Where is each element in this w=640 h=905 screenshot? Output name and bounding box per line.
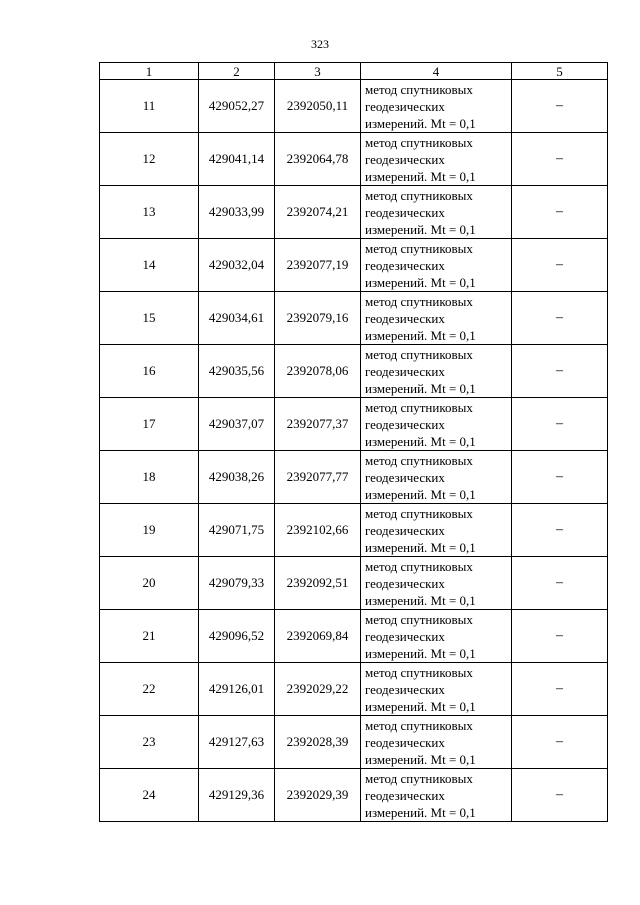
y-coordinate-cell: 2392064,78 <box>275 133 361 186</box>
method-line: геодезических <box>365 98 445 114</box>
method-line: геодезических <box>365 469 445 485</box>
col5-cell: – <box>512 663 608 716</box>
coordinates-table <box>99 62 608 822</box>
col5-cell: – <box>512 239 608 292</box>
method-cell <box>361 292 512 345</box>
method-cell <box>361 398 512 451</box>
method-cell <box>361 80 512 133</box>
method-line: геодезических <box>365 522 445 538</box>
x-coordinate-cell: 429035,56 <box>199 345 275 398</box>
method-line: метод спутниковых <box>365 505 473 521</box>
header-col-1: 1 <box>100 63 199 80</box>
method-line: измерений. Mt = 0,1 <box>365 433 476 449</box>
col5-cell: – <box>512 769 608 822</box>
table-row <box>100 610 608 663</box>
col5-cell: – <box>512 345 608 398</box>
x-coordinate-cell: 429033,99 <box>199 186 275 239</box>
method-line: геодезических <box>365 310 445 326</box>
method-cell <box>361 186 512 239</box>
table-row <box>100 292 608 345</box>
y-coordinate-cell: 2392102,66 <box>275 504 361 557</box>
table-row <box>100 716 608 769</box>
point-number-cell: 13 <box>100 186 199 239</box>
method-cell <box>361 451 512 504</box>
x-coordinate-cell: 429126,01 <box>199 663 275 716</box>
y-coordinate-cell: 2392050,11 <box>275 80 361 133</box>
method-line: метод спутниковых <box>365 346 473 362</box>
y-coordinate-cell: 2392092,51 <box>275 557 361 610</box>
header-col-5: 5 <box>512 63 608 80</box>
point-number-cell: 11 <box>100 80 199 133</box>
table-row <box>100 769 608 822</box>
method-line: геодезических <box>365 151 445 167</box>
x-coordinate-cell: 429034,61 <box>199 292 275 345</box>
method-line: метод спутниковых <box>365 81 473 97</box>
col5-cell: – <box>512 133 608 186</box>
method-line: метод спутниковых <box>365 452 473 468</box>
y-coordinate-cell: 2392077,37 <box>275 398 361 451</box>
method-line: геодезических <box>365 416 445 432</box>
x-coordinate-cell: 429041,14 <box>199 133 275 186</box>
table-row <box>100 504 608 557</box>
point-number-cell: 23 <box>100 716 199 769</box>
header-col-2: 2 <box>199 63 275 80</box>
col5-cell: – <box>512 716 608 769</box>
y-coordinate-cell: 2392079,16 <box>275 292 361 345</box>
point-number-cell: 21 <box>100 610 199 663</box>
method-line: метод спутниковых <box>365 293 473 309</box>
method-line: измерений. Mt = 0,1 <box>365 592 476 608</box>
method-cell <box>361 769 512 822</box>
header-col-4: 4 <box>361 63 512 80</box>
method-line: измерений. Mt = 0,1 <box>365 327 476 343</box>
method-cell <box>361 663 512 716</box>
method-line: геодезических <box>365 363 445 379</box>
point-number-cell: 24 <box>100 769 199 822</box>
table-header-row <box>100 63 608 80</box>
col5-cell: – <box>512 451 608 504</box>
method-line: геодезических <box>365 575 445 591</box>
col5-cell: – <box>512 292 608 345</box>
point-number-cell: 14 <box>100 239 199 292</box>
method-line: измерений. Mt = 0,1 <box>365 380 476 396</box>
method-cell <box>361 133 512 186</box>
x-coordinate-cell: 429079,33 <box>199 557 275 610</box>
method-line: измерений. Mt = 0,1 <box>365 115 476 131</box>
x-coordinate-cell: 429129,36 <box>199 769 275 822</box>
x-coordinate-cell: 429096,52 <box>199 610 275 663</box>
point-number-cell: 18 <box>100 451 199 504</box>
table-row <box>100 557 608 610</box>
table-row <box>100 239 608 292</box>
table-row <box>100 186 608 239</box>
method-line: метод спутниковых <box>365 134 473 150</box>
table-row <box>100 451 608 504</box>
point-number-cell: 19 <box>100 504 199 557</box>
method-line: геодезических <box>365 787 445 803</box>
table-row <box>100 345 608 398</box>
col5-cell: – <box>512 398 608 451</box>
method-cell <box>361 239 512 292</box>
method-line: измерений. Mt = 0,1 <box>365 804 476 820</box>
method-line: измерений. Mt = 0,1 <box>365 645 476 661</box>
x-coordinate-cell: 429032,04 <box>199 239 275 292</box>
method-line: метод спутниковых <box>365 717 473 733</box>
method-line: метод спутниковых <box>365 770 473 786</box>
col5-cell: – <box>512 610 608 663</box>
header-col-3: 3 <box>275 63 361 80</box>
method-line: метод спутниковых <box>365 187 473 203</box>
method-line: геодезических <box>365 204 445 220</box>
method-line: измерений. Mt = 0,1 <box>365 168 476 184</box>
point-number-cell: 22 <box>100 663 199 716</box>
table-row <box>100 80 608 133</box>
table-row <box>100 663 608 716</box>
method-cell <box>361 504 512 557</box>
y-coordinate-cell: 2392078,06 <box>275 345 361 398</box>
method-cell <box>361 716 512 769</box>
method-line: измерений. Mt = 0,1 <box>365 751 476 767</box>
method-line: метод спутниковых <box>365 664 473 680</box>
method-line: геодезических <box>365 681 445 697</box>
page-number: 323 <box>311 37 329 51</box>
method-line: измерений. Mt = 0,1 <box>365 274 476 290</box>
method-line: измерений. Mt = 0,1 <box>365 486 476 502</box>
x-coordinate-cell: 429052,27 <box>199 80 275 133</box>
y-coordinate-cell: 2392077,19 <box>275 239 361 292</box>
table-row <box>100 133 608 186</box>
y-coordinate-cell: 2392028,39 <box>275 716 361 769</box>
method-line: метод спутниковых <box>365 399 473 415</box>
method-line: метод спутниковых <box>365 558 473 574</box>
method-line: измерений. Mt = 0,1 <box>365 539 476 555</box>
method-cell <box>361 610 512 663</box>
method-cell <box>361 557 512 610</box>
col5-cell: – <box>512 80 608 133</box>
x-coordinate-cell: 429037,07 <box>199 398 275 451</box>
method-line: геодезических <box>365 628 445 644</box>
point-number-cell: 16 <box>100 345 199 398</box>
point-number-cell: 12 <box>100 133 199 186</box>
method-line: измерений. Mt = 0,1 <box>365 698 476 714</box>
x-coordinate-cell: 429071,75 <box>199 504 275 557</box>
method-line: геодезических <box>365 734 445 750</box>
col5-cell: – <box>512 557 608 610</box>
y-coordinate-cell: 2392029,39 <box>275 769 361 822</box>
x-coordinate-cell: 429127,63 <box>199 716 275 769</box>
x-coordinate-cell: 429038,26 <box>199 451 275 504</box>
col5-cell: – <box>512 504 608 557</box>
method-line: метод спутниковых <box>365 611 473 627</box>
point-number-cell: 20 <box>100 557 199 610</box>
table-row <box>100 398 608 451</box>
method-cell <box>361 345 512 398</box>
method-line: метод спутниковых <box>365 240 473 256</box>
y-coordinate-cell: 2392029,22 <box>275 663 361 716</box>
point-number-cell: 15 <box>100 292 199 345</box>
point-number-cell: 17 <box>100 398 199 451</box>
method-line: измерений. Mt = 0,1 <box>365 221 476 237</box>
y-coordinate-cell: 2392077,77 <box>275 451 361 504</box>
method-line: геодезических <box>365 257 445 273</box>
col5-cell: – <box>512 186 608 239</box>
y-coordinate-cell: 2392069,84 <box>275 610 361 663</box>
y-coordinate-cell: 2392074,21 <box>275 186 361 239</box>
